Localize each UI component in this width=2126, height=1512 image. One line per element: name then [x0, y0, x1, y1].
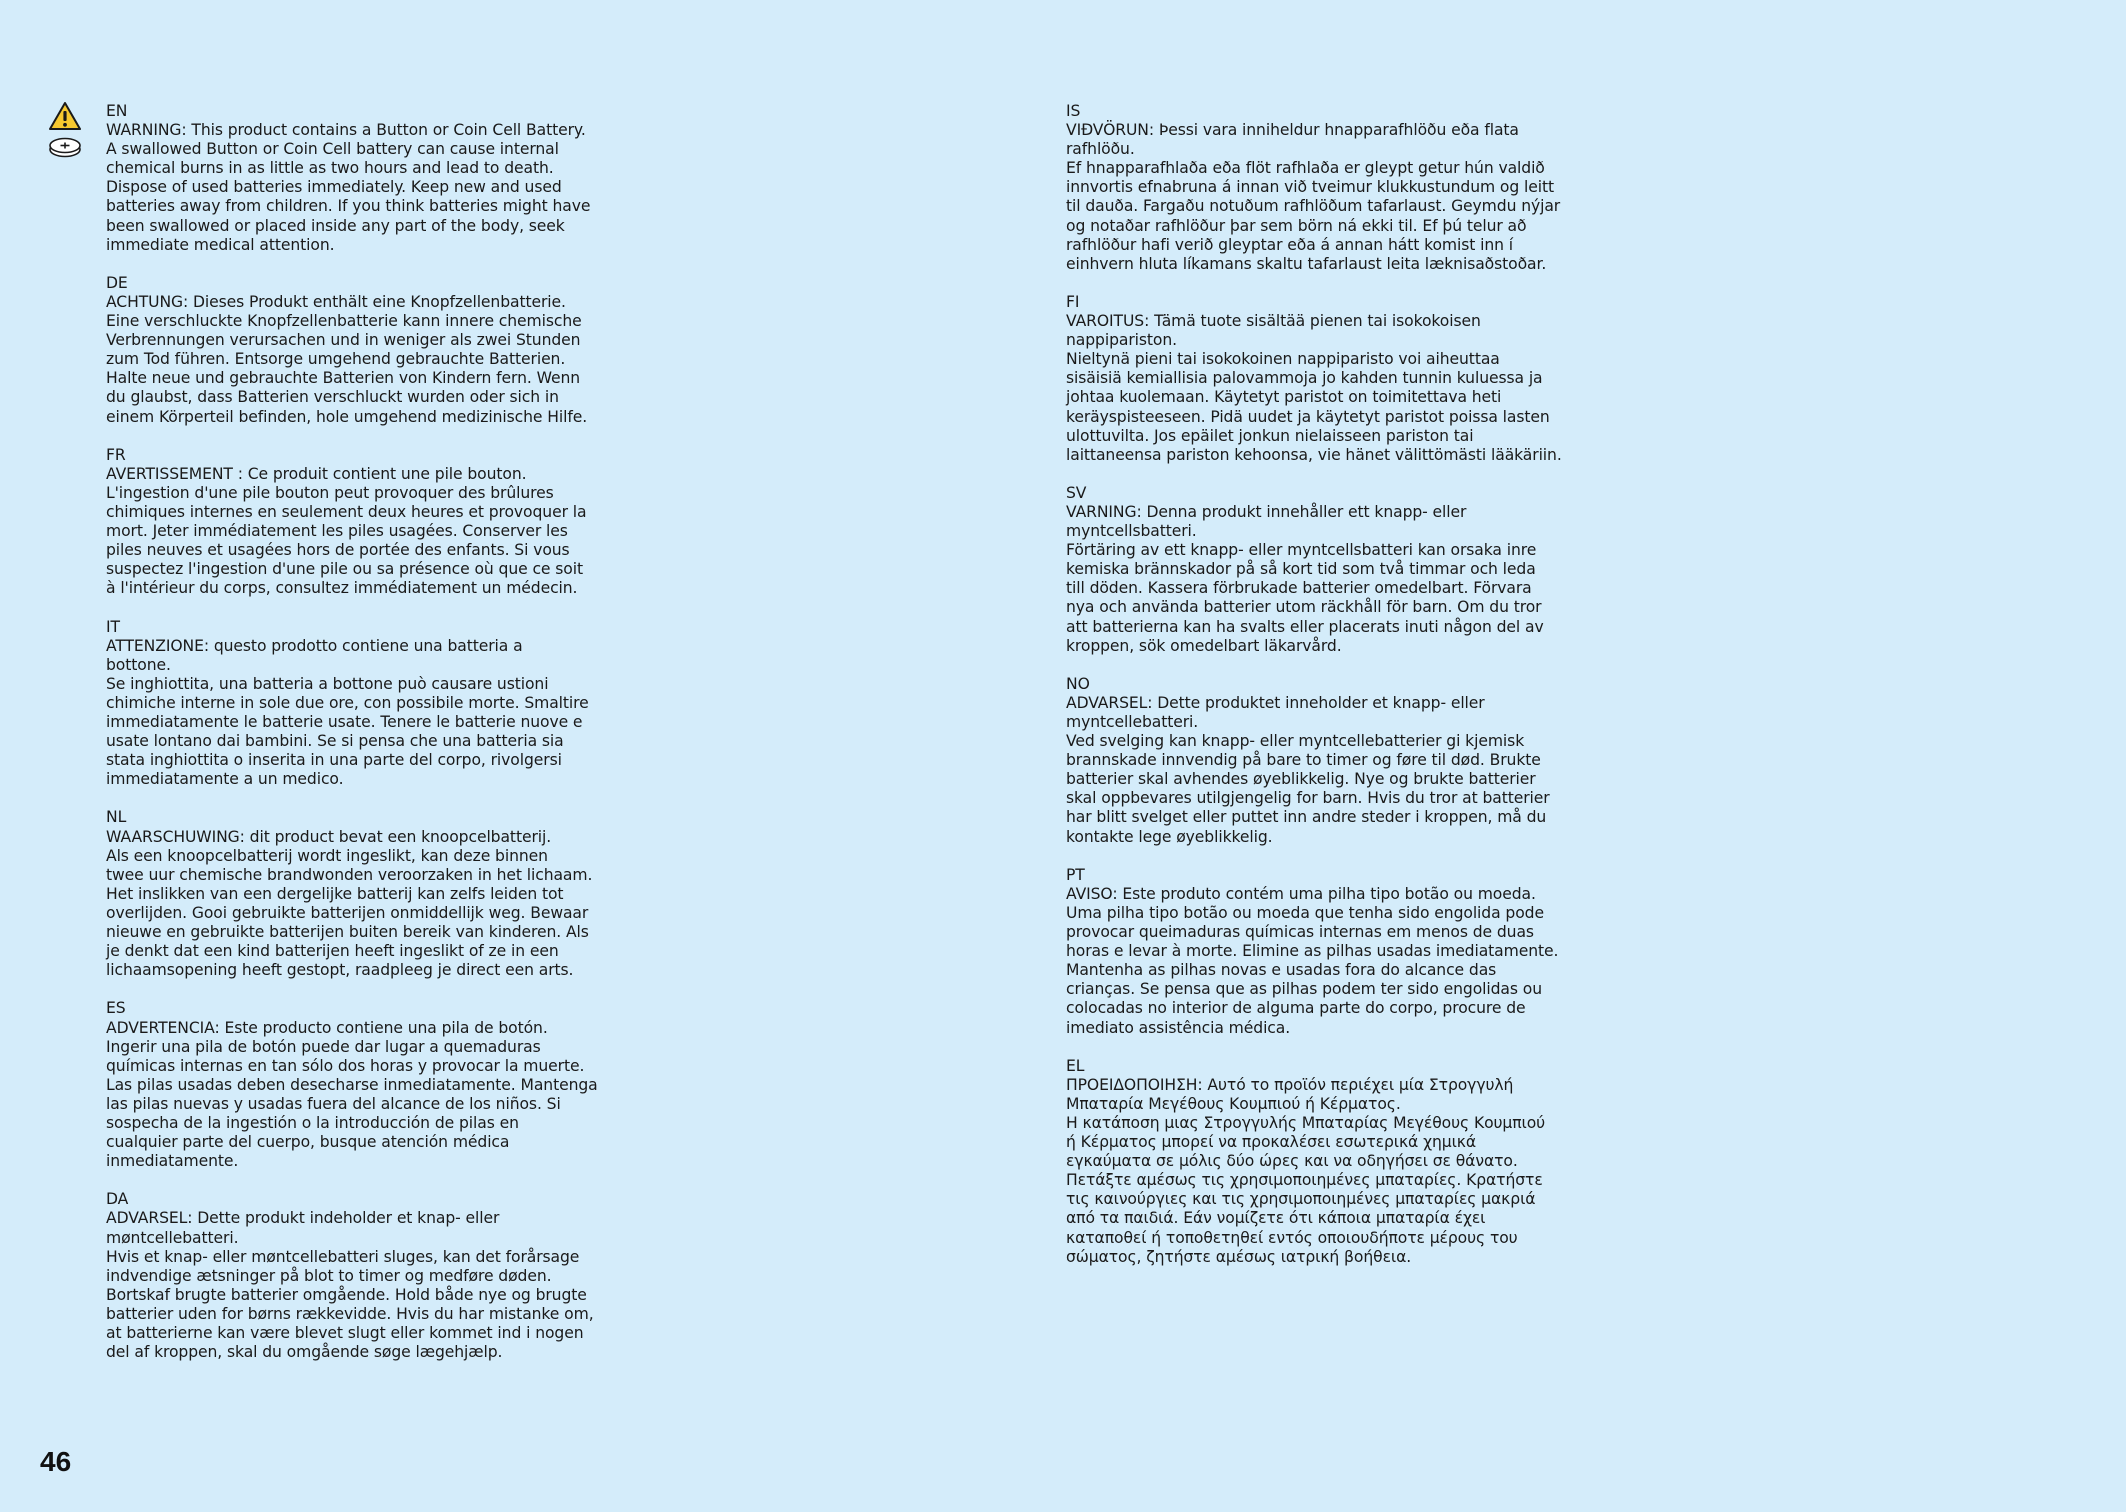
- warning-text-line: Las pilas usadas deben desecharse inmediatamente. Mantenga: [106, 1075, 598, 1094]
- warning-text-line: nya och använda batterier utom räckhåll för barn. Om du tror: [1066, 598, 1542, 617]
- warning-section-es: [106, 999, 636, 1171]
- warning-text-line: møntcellebatteri.: [106, 1228, 239, 1247]
- warning-text-line: chimiche interne in sole due ore, con possibile morte. Smaltire: [106, 693, 589, 712]
- warning-text-line: Als een knoopcelbatterij wordt ingeslikt, kan deze binnen: [106, 846, 548, 865]
- right-column: [1066, 102, 1596, 1286]
- warning-text-line: del af kroppen, skal du omgående søge lægehjælp.: [106, 1343, 503, 1362]
- warning-text-line: Nieltynä pieni tai isokokoinen nappiparisto voi aiheuttaa: [1066, 350, 1500, 369]
- warning-text-line: cualquier parte del cuerpo, busque atención médica: [106, 1133, 510, 1152]
- warning-text-line: ADVERTENCIA: Este producto contiene una pila de botón.: [106, 1018, 548, 1037]
- warning-section-no: [1066, 675, 1596, 847]
- warning-text-line: AVERTISSEMENT : Ce produit contient une pile bouton.: [106, 464, 527, 483]
- warning-text-line: Bortskaf brugte batterier omgående. Hold både nye og brugte: [106, 1285, 587, 1304]
- warning-text-line: Πετάξτε αμέσως τις χρησιμοποιημένες μπαταρίες. Κρατήστε: [1066, 1171, 1543, 1190]
- warning-text-line: har blitt svelget eller puttet inn andre steder i kroppen, må du: [1066, 808, 1547, 827]
- warning-text-line: καταποθεί ή τοποθετηθεί εντός οποιουδήποτε μέρους του: [1066, 1228, 1518, 1247]
- warning-text-line: indvendige ætsninger på blot to timer og medføre døden.: [106, 1266, 552, 1285]
- warning-text-line: mort. Jeter immédiatement les piles usagées. Conserver les: [106, 522, 568, 541]
- warning-text-line: ADVARSEL: Dette produktet inneholder et knapp- eller: [1066, 693, 1485, 712]
- warning-text-line: ulottuvilta. Jos epäilet jonkun nielaisseen pariston tai: [1066, 426, 1474, 445]
- warning-text-line: imediato assistência médica.: [1066, 1018, 1291, 1037]
- language-code: DE: [106, 273, 128, 292]
- warning-text-line: Förtäring av ett knapp- eller myntcellsbatteri kan orsaka inre: [1066, 541, 1537, 560]
- warning-text-line: overlijden. Gooi gebruikte batterijen onmiddellijk weg. Bewaar: [106, 903, 589, 922]
- left-column: [106, 102, 636, 1381]
- warning-text-line: Verbrennungen verursachen und in weniger als zwei Stunden: [106, 331, 581, 350]
- warning-text-line: ΠΡΟΕΙΔΟΠΟΙΗΣΗ: Αυτό το προϊόν περιέχει μία Στρογγυλή: [1066, 1075, 1514, 1094]
- language-code: EL: [1066, 1056, 1085, 1075]
- warning-text-line: skal oppbevares utilgjengelig for barn. Hvis du tror at batterier: [1066, 789, 1550, 808]
- warning-text-line: innvortis efnabruna á innan við tveimur klukkustundum og leitt: [1066, 178, 1555, 197]
- warning-text-line: σώματος, ζητήστε αμέσως ιατρική βοήθεια.: [1066, 1247, 1412, 1266]
- page-number: 46: [40, 1446, 72, 1477]
- warning-text-line: ή Κέρματος μπορεί να προκαλέσει εσωτερικά χημικά: [1066, 1133, 1477, 1152]
- warning-text-line: crianças. Se pensa que as pilhas podem ter sido engolidas ou: [1066, 980, 1542, 999]
- language-code: FR: [106, 445, 126, 464]
- warning-section-is: [1066, 102, 1596, 274]
- warning-text-line: ACHTUNG: Dieses Produkt enthält eine Knopfzellenbatterie.: [106, 292, 566, 311]
- warning-icons: [48, 101, 82, 159]
- warning-text-line: til dauða. Fargaðu notuðum rafhlöðum tafarlaust. Geymdu nýjar: [1066, 197, 1561, 216]
- warning-text-line: Hvis et knap- eller møntcellebatteri sluges, kan det forårsage: [106, 1247, 580, 1266]
- warning-text-line: nieuwe en gebruikte batterijen buiten bereik van kinderen. Als: [106, 923, 589, 942]
- warning-text-line: Ved svelging kan knapp- eller myntcellebatterier gi kjemisk: [1066, 732, 1525, 751]
- warning-text-line: einem Körperteil befinden, hole umgehend medizinische Hilfe.: [106, 407, 588, 426]
- warning-text-line: inmediatamente.: [106, 1152, 239, 1171]
- warning-text-line: provocar queimaduras químicas internas em menos de duas: [1066, 923, 1534, 942]
- warning-text-line: myntcellebatteri.: [1066, 713, 1199, 731]
- warning-text-line: je denkt dat een kind batterijen heeft ingeslikt of ze in een: [106, 942, 559, 961]
- warning-text-line: ADVARSEL: Dette produkt indeholder et knap- eller: [106, 1209, 500, 1228]
- warning-text-line: zum Tod führen. Entsorge umgehend gebrauchte Batterien.: [106, 350, 566, 369]
- warning-text-line: stata inghiottita o inserita in una parte del corpo, rivolgersi: [106, 751, 562, 770]
- warning-text-line: Het inslikken van een dergelijke batterij kan zelfs leiden tot: [106, 884, 564, 903]
- warning-text-line: piles neuves et usagées hors de portée des enfants. Si vous: [106, 541, 570, 560]
- warning-text-line: VIÐVÖRUN: Þessi vara inniheldur hnapparafhlöðu eða flata: [1066, 121, 1519, 140]
- warning-text-line: bottone.: [106, 655, 171, 674]
- warning-section-da: [106, 1190, 636, 1362]
- warning-text-line: VARNING: Denna produkt innehåller ett knapp- eller: [1066, 502, 1467, 521]
- language-code: IS: [1066, 102, 1081, 120]
- coin-battery-icon: [48, 135, 82, 159]
- warning-section-it: [106, 618, 636, 790]
- warning-text-line: colocadas no interior de alguma parte do corpo, procure de: [1066, 999, 1526, 1018]
- warning-text-line: johtaa kuolemaan. Käytetyt paristot on toimitettava heti: [1066, 388, 1502, 407]
- warning-text-line: Halte neue und gebrauchte Batterien von Kindern fern. Wenn: [106, 369, 581, 388]
- warning-text-line: Mantenha as pilhas novas e usadas fora do alcance das: [1066, 961, 1497, 980]
- warning-text-line: ATTENZIONE: questo prodotto contiene una batteria a: [106, 636, 523, 655]
- warning-text-line: WARNING: This product contains a Button or Coin Cell Battery.: [106, 121, 586, 140]
- warning-text-line: WAARSCHUWING: dit product bevat een knoopcelbatterij.: [106, 827, 552, 846]
- language-code: SV: [1066, 483, 1087, 502]
- warning-text-line: kemiska brännskador på så kort tid som två timmar och leda: [1066, 560, 1536, 579]
- warning-text-line: Uma pilha tipo botão ou moeda que tenha sido engolida pode: [1066, 903, 1544, 922]
- warning-text-line: immediatamente a un medico.: [106, 770, 344, 789]
- language-code: ES: [106, 999, 126, 1018]
- warning-text-line: las pilas nuevas y usadas fuera del alcance de los niños. Si: [106, 1094, 561, 1113]
- warning-section-el: [1066, 1057, 1596, 1267]
- warning-text-line: till döden. Kassera förbrukade batterier omedelbart. Förvara: [1066, 579, 1532, 598]
- warning-text-line: immediatamente le batterie usate. Tenere le batterie nuove e: [106, 713, 583, 731]
- language-code: FI: [1066, 292, 1080, 311]
- warning-text-line: chemical burns in as little as two hours and lead to death.: [106, 159, 554, 178]
- warning-text-line: batterier skal avhendes øyeblikkelig. Nye og brukte batterier: [1066, 770, 1536, 789]
- warning-text-line: usate lontano dai bambini. Se si pensa che una batteria sia: [106, 732, 564, 751]
- warning-text-line: brannskade innvendig på bare to timer og føre til død. Brukte: [1066, 751, 1541, 770]
- warning-text-line: batteries away from children. If you think batteries might have: [106, 197, 591, 216]
- warning-text-line: Ef hnapparafhlaða eða flöt rafhlaða er gleypt getur hún valdið: [1066, 159, 1545, 178]
- warning-text-line: du glaubst, dass Batterien verschluckt wurden oder sich in: [106, 388, 559, 407]
- warning-text-line: Eine verschluckte Knopfzellenbatterie kann innere chemische: [106, 312, 582, 331]
- warning-text-line: been swallowed or placed inside any part of the body, seek: [106, 216, 565, 235]
- warning-text-line: L'ingestion d'une pile bouton peut provoquer des brûlures: [106, 483, 554, 502]
- language-code: PT: [1066, 865, 1085, 884]
- language-code: NL: [106, 808, 127, 827]
- warning-text-line: Ingerir una pila de botón puede dar lugar a quemaduras: [106, 1037, 541, 1056]
- warning-section-fi: [1066, 293, 1596, 465]
- warning-triangle-icon: [48, 101, 82, 131]
- warning-text-line: A swallowed Button or Coin Cell battery can cause internal: [106, 140, 559, 159]
- warning-section-nl: [106, 808, 636, 980]
- warning-text-line: chimiques internes en seulement deux heures et provoquer la: [106, 502, 587, 521]
- warning-text-line: sisäisiä kemiallisia palovammoja jo kahden tunnin kuluessa ja: [1066, 369, 1543, 388]
- warning-text-line: químicas internas en tan sólo dos horas y provocar la muerte.: [106, 1056, 585, 1075]
- warning-text-line: εγκαύματα σε μόλις δύο ώρες και να οδηγήσει σε θάνατο.: [1066, 1152, 1518, 1171]
- warning-text-line: à l'intérieur du corps, consultez immédiatement un médecin.: [106, 579, 578, 598]
- warning-text-line: kontakte lege øyeblikkelig.: [1066, 827, 1273, 846]
- warning-text-line: Se inghiottita, una batteria a bottone può causare ustioni: [106, 674, 549, 693]
- warning-text-line: at batterierne kan være blevet slugt eller kommet ind i nogen: [106, 1324, 584, 1342]
- warning-text-line: τις καινούργιες και τις χρησιμοποιημένες μπαταρίες μακριά: [1066, 1190, 1536, 1209]
- warning-text-line: rafhlöðu.: [1066, 140, 1135, 159]
- warning-text-line: og notaðar rafhlöður þar sem börn ná ekki til. Ef þú telur að: [1066, 216, 1527, 235]
- warning-text-line: rafhlöður hafi verið gleyptar eða á annan hátt komist inn í: [1066, 235, 1513, 254]
- warning-text-line: einhvern hluta líkamans skaltu tafarlaust leita læknisaðstoðar.: [1066, 254, 1547, 273]
- warning-text-line: VAROITUS: Tämä tuote sisältää pienen tai isokokoisen: [1066, 312, 1481, 331]
- warning-text-line: twee uur chemische brandwonden veroorzaken in het lichaam.: [106, 865, 593, 884]
- warning-text-line: lichaamsopening heeft gestopt, raadpleeg je direct een arts.: [106, 961, 574, 980]
- warning-text-line: AVISO: Este produto contém uma pilha tipo botão ou moeda.: [1066, 884, 1536, 903]
- warning-text-line: nappipariston.: [1066, 331, 1177, 350]
- warning-section-sv: [1066, 484, 1596, 656]
- warning-section-fr: [106, 446, 636, 599]
- warning-text-line: Η κατάποση μιας Στρογγυλής Μπαταρίας Μεγέθους Κουμπιού: [1066, 1113, 1546, 1132]
- language-code: NO: [1066, 674, 1090, 693]
- warning-text-line: Dispose of used batteries immediately. Keep new and used: [106, 178, 562, 197]
- language-code: EN: [106, 102, 128, 120]
- warning-section-pt: [1066, 866, 1596, 1038]
- warning-text-line: myntcellsbatteri.: [1066, 522, 1197, 541]
- warning-section-de: [106, 274, 636, 427]
- warning-section-en: [106, 102, 636, 255]
- language-code: IT: [106, 617, 120, 636]
- warning-text-line: Μπαταρία Μεγέθους Κουμπιού ή Κέρματος.: [1066, 1094, 1401, 1113]
- language-code: DA: [106, 1190, 129, 1209]
- warning-text-line: laittaneensa pariston kehoonsa, vie hänet välittömästi lääkäriin.: [1066, 445, 1562, 464]
- warning-text-line: keräyspisteeseen. Pidä uudet ja käytetyt paristot poissa lasten: [1066, 407, 1550, 426]
- warning-text-line: horas e levar à morte. Elimine as pilhas usadas imediatamente.: [1066, 942, 1559, 961]
- warning-text-line: suspectez l'ingestion d'une pile ou sa présence où que ce soit: [106, 560, 583, 579]
- warning-text-line: kroppen, sök omedelbart läkarvård.: [1066, 636, 1342, 655]
- warning-text-line: batterier uden for børns rækkevidde. Hvis du har mistanke om,: [106, 1304, 594, 1323]
- warning-text-line: sospecha de la ingestión o la introducción de pilas en: [106, 1113, 519, 1132]
- warning-text-line: immediate medical attention.: [106, 235, 335, 254]
- warning-text-line: από τα παιδιά. Εάν νομίζετε ότι κάποια μπαταρία έχει: [1066, 1209, 1486, 1228]
- warning-text-line: att batterierna kan ha svalts eller placerats inuti någon del av: [1066, 617, 1544, 636]
